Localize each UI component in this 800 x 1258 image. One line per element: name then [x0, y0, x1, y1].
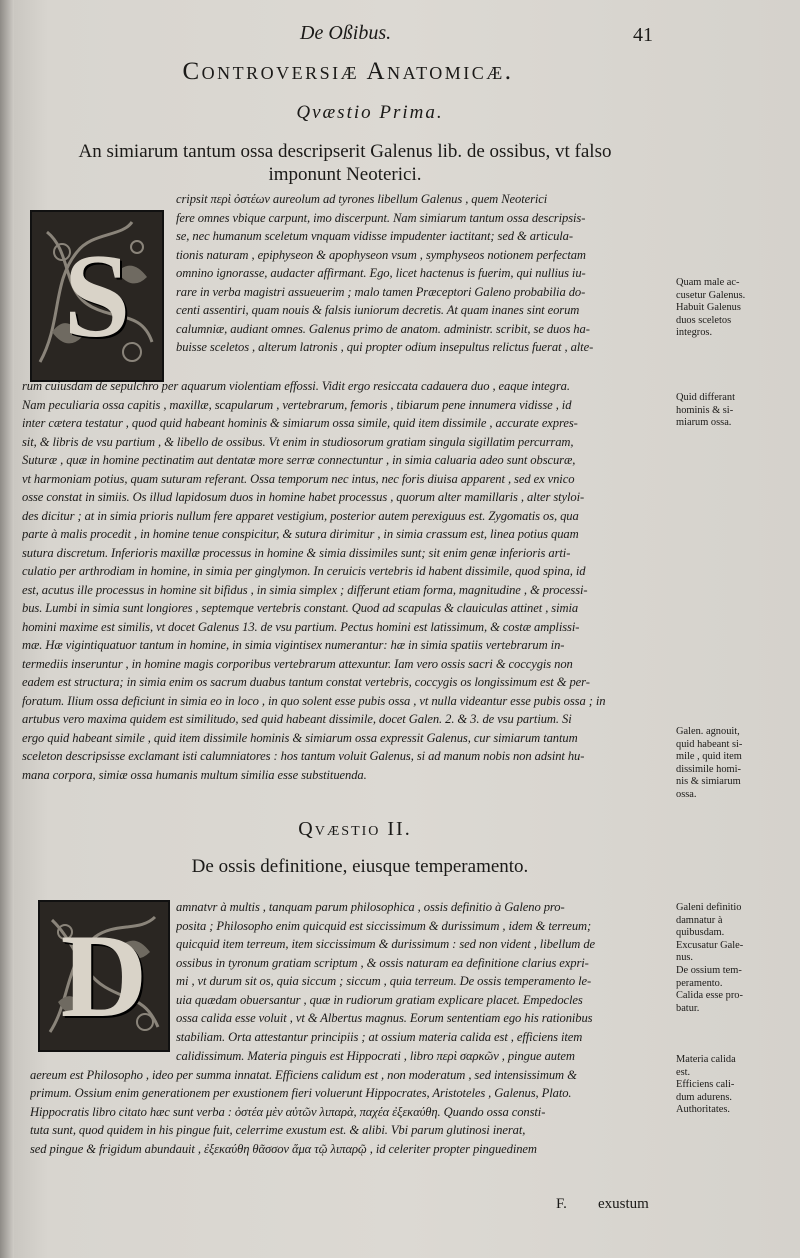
catchword: exustum — [598, 1196, 649, 1212]
text-line: artubus vero maxima quidem est similitudo, sed quid habeant dissimile, docet Galen. 2. & 3. de vsu partium. Si — [22, 712, 572, 726]
margin-note-line: dissimile homi- — [676, 763, 741, 775]
text-line: buisse sceletos , alterum latronis , qui propter odium insepultus relictus fuerat , alte- — [176, 340, 594, 354]
page-number: 41 — [633, 24, 653, 46]
margin-note-line: hominis & si- — [676, 404, 734, 416]
text-line: ergo quid habeant simile , quid item dissimile hominis & simiarum ossa expressit Galenus, cur simiarum tantum — [22, 730, 578, 745]
text-line: mana corpora, simiæ ossa humanis multum similia esse substituenda. — [22, 767, 367, 782]
paragraph-beside-initial-s — [176, 190, 652, 357]
question-one-heading: Qvæstio Prima. — [296, 102, 444, 123]
text-line: osse constat in simiis. Os illud lapidosum duos in homine habet processus , quorum alter mamillaris , alter styloi- — [22, 490, 585, 504]
text-line: ossa calida esse voluit , vt & Albertus magnus. Eorum sententiam ego his rationibus — [176, 1011, 593, 1025]
text-line: parte à malis procedit , in homine tenue conspicitur, & sutura dirimitur , in simia crassum est, linea potius quam — [22, 527, 579, 541]
text-line: centi assentiri, quam nouis & falsis iuniorum decretis. At quam inanes sint eorum — [176, 303, 580, 317]
question-one-title — [60, 140, 630, 186]
margin-note-line: nus. — [676, 952, 694, 964]
margin-note-line: Quid differant — [676, 392, 735, 403]
paragraph-question-one — [22, 377, 667, 784]
text-line: omnino ignorasse, audacter affirmant. Ego, licet hactenus is fuerim, qui nullius iu- — [176, 266, 586, 280]
decorated-initial-d — [38, 900, 170, 1052]
margin-note-line: Galen. agnouit, — [676, 726, 740, 737]
text-line: culatio per arthrodiam in homine, in simia per ginglymon. In ceruicis vertebris id habent dissimile, quod spina, id — [22, 564, 586, 578]
text-line: mæ. Hæ vigintiquatuor tantum in homine, in simia vigintisex numerantur: hæ in simia spatiis vertebrarum in- — [22, 638, 565, 652]
margin-note-line: Quam male ac- — [676, 277, 740, 288]
text-line: Hippocratis libro citato hæc sunt verba : ὀστέα μὲν αὐτῶν λιπαρὰ, παχέα ἐξεκαύθη. Quando ossa consti- — [30, 1104, 546, 1119]
text-line: sutura discretum. Inferioris maxillæ processus in homine & simia dissimiles sunt; sit enim genæ inferioris arti- — [22, 545, 571, 560]
paragraph-beside-initial-d — [176, 898, 668, 1046]
text-line: tuta sunt, quod quidem in his pingue fuit, celerrime exustum est. & alibi. Vbi parum glutinosi inerat, — [30, 1123, 526, 1137]
text-line: aereum est Philosopho , ideo per summa innatat. Efficiens calidum est , non moderatum , sed intensissimum & — [30, 1067, 577, 1082]
margin-note-line: dum adurens. — [676, 1091, 732, 1103]
margin-note — [676, 726, 794, 802]
running-title: De Oßibus. — [300, 22, 392, 44]
text-line: bus. Lumbi in simia sunt longiores , septemque vertebris constant. Quod ad scapulas & clauiculas attinet , simia — [22, 601, 579, 615]
text-line: primum. Ossium enim generationem per exustionem fieri voluerunt Hippocrates, Aristoteles , Galenus, Plato. — [30, 1086, 572, 1100]
margin-note — [676, 1054, 794, 1117]
text-line: termediis inseruntur , in homine magis corporibus vertebrarum attexuntur. Iam vero ossis sacri & coccygis non — [22, 656, 573, 671]
margin-note-line: damnatur à — [676, 914, 723, 926]
margin-note-line: quid habeant si- — [676, 738, 743, 750]
margin-note-line: duos sceletos — [676, 314, 732, 326]
paragraph-question-two — [30, 1047, 668, 1158]
text-line: vt harmoniam potius, quam suturam referant. Ossa temporum nec intus, nec foris diuisa apparent , sed ex vnico — [22, 471, 575, 486]
text-line: calumniæ, audiant omnes. Galenus primo de anatom. administr. scribit, se duos ha- — [176, 321, 590, 336]
margin-note — [676, 392, 794, 430]
text-line: Nam peculiaria ossa capitis , maxillæ, scapularum , vertebrarum, femoris , tibiarum pene innumera vidisse , id — [22, 397, 572, 412]
margin-note-line: De ossium tem- — [676, 964, 742, 976]
signature-mark: F. — [556, 1196, 567, 1212]
text-line: calidissimum. Materia pinguis est Hippocrati , libro περὶ σαρκῶν , pingue autem — [176, 1049, 575, 1063]
text-line: stabiliam. Orta attestantur principiis ; at ossium materia calida est , efficiens item — [176, 1029, 583, 1044]
text-line: homini maxime est similis, vt docet Galenus 13. de vsu partium. Pectus homini est latissimum, & costæ amplissi- — [22, 619, 580, 634]
main-title: Controversiæ Anatomicæ. — [182, 58, 514, 85]
margin-note-line: cusetur Galenus. — [676, 289, 746, 301]
text-line: posita ; Philosopho enim quicquid est siccissimum & durissimum , idem & terreum; — [176, 918, 592, 933]
decorated-initial-s — [30, 210, 164, 382]
text-line: amnatvr à multis , tanquam parum philosophica , ossis definitio à Galeno pro- — [176, 900, 565, 914]
margin-note-line: est. — [676, 1066, 691, 1078]
text-line: sceleton descripsisse exclamant isti calumniatores : hos tantum voluit Galenus, si ad manum nobis non adsint hu- — [22, 749, 585, 763]
text-line: ossibus in tyronum gratiam scriptum , & ossis naturam ea definitione clarius expri- — [176, 955, 589, 970]
initial-letter: S — [63, 229, 131, 362]
margin-note-line: batur. — [676, 1002, 700, 1014]
margin-note-line: Efficiens cali- — [676, 1079, 735, 1091]
text-line: sed pingue & frigidum abundauit , ἐξεκαύθη θᾶσσον ἅμα τῷ λιπαρῷ , id celeriter propter pinguedinem — [30, 1141, 537, 1156]
margin-note-line: nis & simiarum — [676, 776, 741, 788]
margin-note-line: miarum ossa. — [676, 417, 732, 429]
question-two-heading: Qvæstio II. — [298, 818, 412, 840]
text-line: eadem est structura; in simia enim os sacrum duabus tantum constat vertebris, coccygis os longissimum est & per- — [22, 675, 590, 689]
margin-note — [676, 902, 794, 1015]
text-line: tionis naturam , epiphyseon & apophyseon vsum , symphyseos notionem perfectam — [176, 247, 586, 262]
text-line: rum cuiusdam de sepulchro per aquarum violentiam effossi. Vidit ergo resiccata cadauera duo , eaque integra. — [22, 379, 570, 393]
margin-note-line: ossa. — [676, 788, 697, 800]
margin-note — [676, 277, 794, 340]
text-line: foratum. Ilium ossa deficiunt in simia eo in loco , in quo solent esse pubis ossa , vt nulla videantur esse pubis ossa ; in — [22, 693, 606, 708]
initial-letter: D — [60, 909, 148, 1042]
text-line: uia quædam obuersantur , quæ in rudiorum gratiam explicare placet. Empedocles — [176, 992, 583, 1007]
text-line: fere omnes vbique carpunt, imo discerpunt. Nam simiarum tantum ossa descripsis- — [176, 210, 586, 225]
text-line: rare in verba magistri assueuerim ; malo tamen Præceptori Galeno probabilia do- — [176, 284, 586, 299]
gutter-shadow — [0, 0, 14, 1258]
question-one-title-line: imponunt Neoterici. — [268, 164, 422, 185]
margin-note-line: quibusdam. — [676, 927, 725, 939]
margin-note-line: Calida esse pro- — [676, 990, 743, 1002]
question-one-title-line: An simiarum tantum ossa descripserit Galenus lib. de ossibus, vt falso — [78, 141, 612, 162]
margin-note-line: Authoritates. — [676, 1104, 730, 1116]
text-line: sit, & libris de vsu partium , & libello de ossibus. Vt enim in studiosorum gratiam singula sigillatim percurram, — [22, 434, 574, 449]
text-line: Suturæ , quæ in homine pectinatim aut dentatæ more serræ connectuntur , in simia caluaria adeo sunt obscuræ, — [22, 453, 576, 467]
text-line: quicquid item terreum, item siccissimum & durissimum : sed non vident , libellum de — [176, 937, 596, 951]
margin-note-line: peramento. — [676, 977, 723, 989]
text-line: inter cætera testatur , quod quid habeant hominis & simiarum ossa simile, quid item dissimile , accurate expres- — [22, 416, 578, 430]
text-line: des dicitur ; at in simia prioris nullum fere apparet vestigium, posterior autem perexiguus est. Zygomatis os, qua — [22, 508, 579, 523]
text-line: mi , vt durum sit os, quia siccum ; siccum , quia terreum. De ossis temperamento le- — [176, 974, 592, 988]
text-line: est, acutus ille processus in homine sit bifidus , in simia simplex ; differunt etiam forma, magnitudine , & processi- — [22, 582, 588, 597]
margin-note-line: integros. — [676, 327, 713, 339]
margin-note-line: Materia calida — [676, 1054, 736, 1065]
margin-note-line: Excusatur Gale- — [676, 939, 744, 951]
text-line: se, nec humanum sceletum vnquam vidisse impudenter iactitant; sed & articula- — [176, 229, 573, 243]
margin-note-line: Galeni definitio — [676, 902, 742, 913]
margin-note-line: mile , quid item — [676, 751, 742, 763]
text-line: cripsit περὶ ὀστέων aureolum ad tyrones libellum Galenus , quem Neoterici — [176, 192, 548, 206]
margin-note-line: Habuit Galenus — [676, 302, 741, 314]
question-two-title: De ossis definitione, eiusque temperamento. — [191, 856, 529, 877]
